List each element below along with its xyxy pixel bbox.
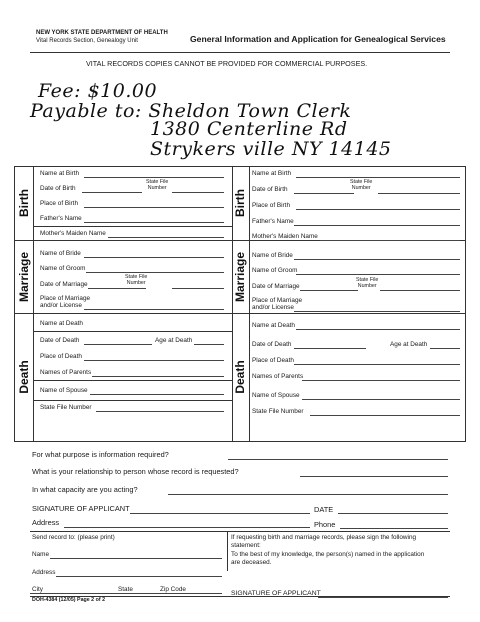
fathers-name-label: Father's Name [40,215,82,222]
state-file-label-2: State File Number [350,179,373,191]
place-of-birth-field-2[interactable] [296,209,460,210]
name-of-spouse-field-2[interactable] [302,399,460,400]
name-at-birth-label-2: Name at Birth [252,170,292,177]
send-record-to-label: Send record to: (please print) [32,534,115,541]
department-name: NEW YORK STATE DEPARTMENT OF HEALTH [36,30,168,36]
header-rule [30,52,450,53]
name-of-bride-label: Name of Bride [40,250,81,257]
name-of-spouse-field[interactable] [90,394,224,395]
fathers-name-field[interactable] [84,222,224,223]
handwritten-payable: Payable to: Sheldon Town Clerk [30,100,352,122]
date-of-birth-label-2: Date of Birth [252,186,288,193]
name-at-death-field-2[interactable] [296,329,460,330]
birth-state-file-number-field-2[interactable] [378,193,460,194]
capacity-field[interactable] [168,494,448,495]
handwritten-fee: Fee: $10.00 [38,80,158,102]
relationship-field[interactable] [300,476,448,477]
commercial-notice: VITAL RECORDS COPIES CANNOT BE PROVIDED FOR COMMERCIAL PURPOSES. [86,59,368,68]
and-or-license-label: and/or License [40,302,82,309]
name-of-spouse-label: Name of Spouse [40,387,88,394]
place-of-death-field[interactable] [84,360,224,361]
name-of-bride-field[interactable] [84,257,224,258]
date-of-death-label-2: Date of Death [252,341,292,348]
death-heading-right: Death [233,360,247,394]
mothers-maiden-name-label: Mother's Maiden Name [40,230,106,237]
send-address-field[interactable] [56,576,222,577]
birth-heading-right: Birth [233,189,247,217]
names-of-parents-field-2[interactable] [302,380,460,381]
name-of-groom-field[interactable] [86,272,224,273]
form-title: General Information and Application for Genealogical Services [190,34,446,44]
place-of-marriage-field-2[interactable] [294,311,460,312]
send-zip-label: Zip Code [160,586,186,593]
date-of-marriage-field-2[interactable] [300,290,358,291]
and-or-license-label-2: and/or License [252,304,294,311]
death-heading-left: Death [17,360,31,394]
name-of-bride-label-2: Name of Bride [252,252,293,259]
state-file-label: State File Number [146,179,169,191]
age-at-death-label-2: Age at Death [390,341,428,348]
names-of-parents-label-2: Names of Parents [252,373,304,380]
date-of-birth-field[interactable] [82,192,142,193]
death-state-file-number-field[interactable] [96,411,224,412]
place-of-marriage-field[interactable] [84,309,224,310]
place-of-death-field-2[interactable] [294,364,460,365]
date-of-marriage-label-2: Date of Marriage [252,283,300,290]
send-city-state-zip-field[interactable] [30,593,222,594]
name-at-birth-field-2[interactable] [296,177,460,178]
statement-line-2: statement: [231,542,261,549]
statement-line-4: are deceased. [231,559,272,566]
send-name-field[interactable] [50,558,222,559]
form-id: DOH-4384 (12/05) Page 2 of 2 [32,597,106,603]
purpose-field[interactable] [228,459,448,460]
name-at-death-label: Name at Death [40,320,83,327]
date-field[interactable] [338,513,448,514]
date-of-death-field-2[interactable] [294,348,366,349]
state-file-number-label-2: State File Number [252,408,304,415]
date-of-birth-field-2[interactable] [294,193,354,194]
place-of-birth-field[interactable] [84,207,224,208]
handwritten-street: 1380 Centerline Rd [150,118,348,140]
address-label: Address [32,518,60,527]
capacity-question: In what capacity are you acting? [32,485,138,494]
mothers-maiden-name-label-2: Mother's Maiden Name [252,233,318,240]
place-of-marriage-label: Place of Marriage [40,295,91,302]
statement-line-1: If requesting birth and marriage records, please sign the following [231,534,417,541]
send-address-label: Address [32,569,56,576]
marriage-state-file-number-field-2[interactable] [380,290,460,291]
names-of-parents-field[interactable] [92,376,224,377]
send-state-label: State [118,586,133,593]
date-of-birth-label: Date of Birth [40,185,76,192]
send-name-label: Name [32,551,50,558]
age-at-death-field[interactable] [194,344,224,345]
place-of-death-label: Place of Death [40,353,82,360]
date-of-death-field[interactable] [84,344,152,345]
phone-label: Phone [314,520,336,529]
name-of-groom-label: Name of Groom [40,265,86,272]
fathers-name-label-2: Father's Name [252,218,294,225]
name-at-birth-label: Name at Birth [40,170,80,177]
handwritten-city: Strykers ville NY 14145 [150,138,392,160]
date-of-death-label: Date of Death [40,337,80,344]
birth-state-file-number-field[interactable] [172,192,224,193]
name-at-birth-field[interactable] [84,177,224,178]
statement-signature-label: SIGNATURE OF APPLICANT [231,590,321,597]
relationship-question: What is your relationship to person whose record is requested? [32,467,239,476]
statement-line-3: To the best of my knowledge, the person(s) named in the application [231,551,425,558]
name-at-death-label-2: Name at Death [252,322,295,329]
place-of-birth-label-2: Place of Birth [252,202,291,209]
mothers-maiden-name-field[interactable] [108,237,224,238]
send-city-label: City [32,586,44,593]
signature-of-applicant-label: SIGNATURE OF APPLICANT [32,504,130,513]
birth-heading-left: Birth [17,189,31,217]
age-at-death-field-2[interactable] [430,348,460,349]
state-file-number-label: State File Number [40,404,92,411]
marriage-state-file-label: State File Number [125,274,148,286]
marriage-state-file-label-2: State File Number [356,277,379,289]
purpose-question: For what purpose is information required? [32,450,169,459]
date-label: DATE [314,505,334,514]
date-of-marriage-label: Date of Marriage [40,281,88,288]
place-of-death-label-2: Place of Death [252,357,294,364]
place-of-marriage-label-2: Place of Marriage [252,297,303,304]
death-state-file-number-field-2[interactable] [310,415,460,416]
address-field[interactable] [64,527,310,528]
mothers-maiden-name-field-2[interactable] [320,240,460,241]
name-of-groom-label-2: Name of Groom [252,267,298,274]
age-at-death-label: Age at Death [155,337,193,344]
place-of-birth-label: Place of Birth [40,200,79,207]
name-of-groom-field-2[interactable] [296,274,460,275]
name-of-bride-field-2[interactable] [294,259,460,260]
marriage-state-file-number-field[interactable] [172,288,224,289]
signature-field[interactable] [130,513,310,514]
marriage-heading-right: Marriage [233,251,247,303]
fathers-name-field-2[interactable] [294,225,460,226]
marriage-heading-left: Marriage [17,251,31,303]
phone-field[interactable] [340,528,448,529]
name-of-spouse-label-2: Name of Spouse [252,392,300,399]
statement-signature-field[interactable] [318,597,448,598]
names-of-parents-label: Names of Parents [40,369,92,376]
date-of-marriage-field[interactable] [88,288,146,289]
unit-name: Vital Records Section, Genealogy Unit [36,38,138,44]
